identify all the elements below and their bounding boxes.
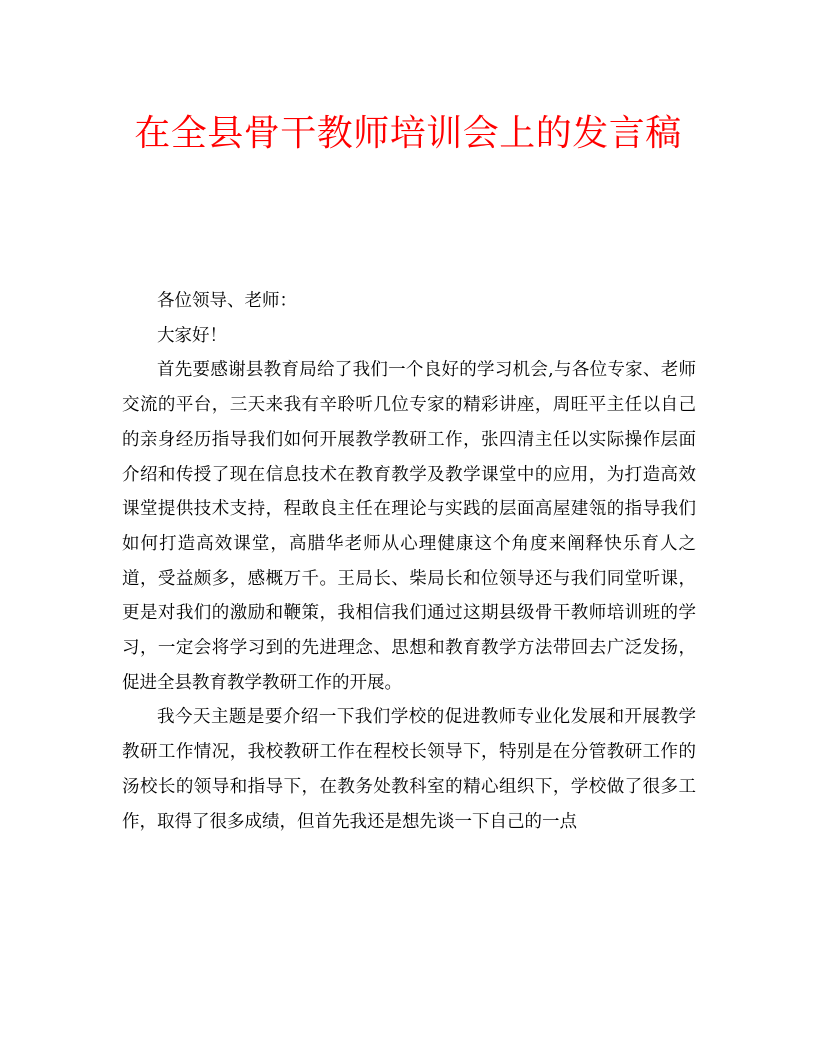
document-body — [122, 284, 696, 839]
document-title: 在全县骨干教师培训会上的发言稿 — [134, 113, 682, 154]
salutation: 各位领导、老师： — [157, 291, 297, 311]
greeting: 大家好！ — [157, 325, 227, 346]
paragraph-thanks: 首先要感谢县教育局给了我们一个良好的学习机会,与各位专家、老师交流的平台，三天来我有辛聆听几位专家的精彩讲座，周旺平主任以自己的亲身经历指导我们如何开展教学教研工作，张四清主任以实际操作层面介绍和传授了现在信息技术在教育教学及教学课堂中的应用，为打造高效课堂提供技术支持，程敢良主任在理论与实践的层面高屋建瓴的指导我们如何打造高效课堂，高腊华老师从心理健康这个角度来阐释快乐育人之道，受益颇多，感概万千。王局长、柴局长和位领导还与我们同堂听课，更是对我们的激励和鞭策，我相信我们通过这期县级骨干教师培训班的学习，一定会将学习到的先进理念、思想和教育教学方法带回去广泛发扬，促进全县教育教学教研工作的开展。 — [122, 360, 696, 693]
paragraph-topic: 我今天主题是要介绍一下我们学校的促进教师专业化发展和开展教学教研工作情况，我校教研工作在程校长领导下，特别是在分管教研工作的汤校长的领导和指导下，在教务处教科室的精心组织下，学校做了很多工作，取得了很多成绩，但首先我还是想先谈一下自己的一点 — [122, 707, 696, 832]
